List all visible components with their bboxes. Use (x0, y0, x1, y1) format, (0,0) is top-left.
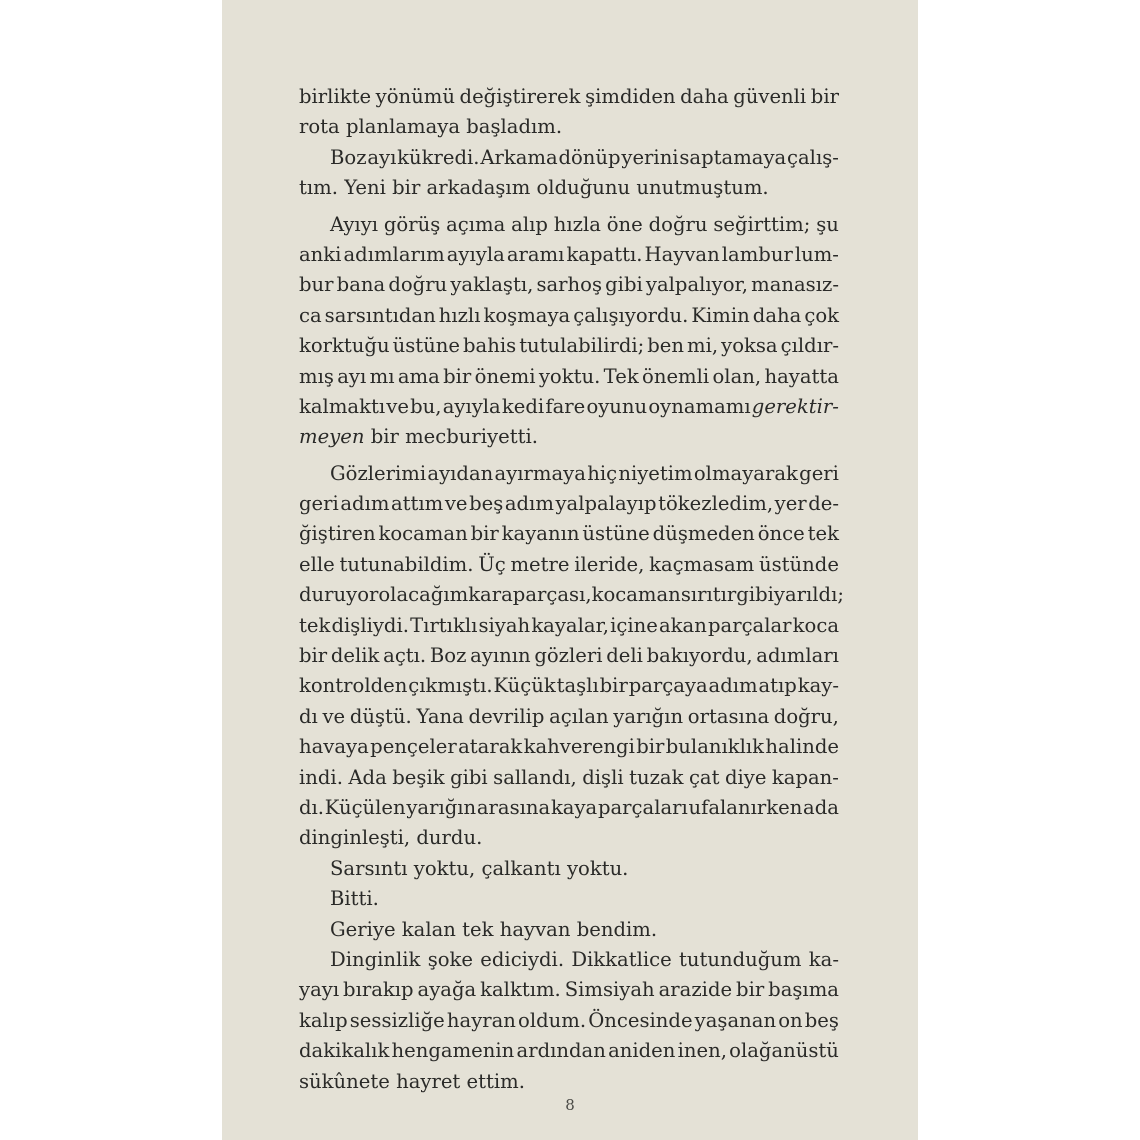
text-line: anki adımlarım ayıyla aramı kapattı. Hayvan lambur lum- (299, 242, 839, 266)
text-line: Gözlerimi ayıdan ayırmaya hiç niyetim olmayarak geri (330, 461, 839, 485)
text-line: yayı bırakıp ayağa kalktım. Simsiyah arazide bir başıma (299, 978, 839, 1002)
text-line: ğiştiren kocaman bir kayanın üstüne düşmeden önce tek (299, 522, 839, 546)
text-line: dakikalık hengamenin ardından aniden inen, olağanüstü (299, 1039, 839, 1063)
text-line: dı ve düştü. Yana devrilip açılan yarığın ortasına doğru, (299, 704, 839, 728)
text-line: sükûnete hayret ettim. (299, 1069, 525, 1093)
text-line: mış ayı mı ama bir önemi yoktu. Tek önemli olan, hayatta (299, 364, 839, 388)
text-line: duruyor olacağım kara parçası, kocaman sırıtır gibi yarıldı; (299, 583, 844, 607)
text-line: Geriye kalan tek hayvan bendim. (330, 917, 658, 941)
text-line: Sarsıntı yoktu, çalkantı yoktu. (330, 856, 629, 880)
text-line: indi. Ada beşik gibi sallandı, dişli tuzak çat diye kapan- (299, 765, 839, 789)
text-line: ca sarsıntıdan hızlı koşmaya çalışıyordu. Kimin daha çok (299, 303, 839, 327)
text-line: bir delik açtı. Boz ayının gözleri deli bakıyordu, adımları (299, 644, 839, 668)
text-line: kontrolden çıkmıştı. Küçük taşlı bir parçaya adım atıp kay- (299, 674, 839, 698)
page-body-text (299, 82, 844, 1097)
text-line: meyen bir mecburiyetti. (299, 425, 538, 449)
text-line: havaya pençeler atarak kahverengi bir bulanıklık halinde (299, 735, 839, 759)
text-line: elle tutunabildim. Üç metre ileride, kaçmasam üstünde (299, 552, 839, 576)
text-line: rota planlamaya başladım. (299, 115, 563, 139)
text-line: birlikte yönümü değiştirerek şimdiden daha güvenli bir (299, 85, 839, 108)
page-number: 8 (565, 1096, 575, 1114)
text-line: kalıp sessizliğe hayran oldum. Öncesinde yaşanan on beş (299, 1008, 839, 1032)
text-line: bur bana doğru yaklaştı, sarhoş gibi yalpalıyor, manasız- (299, 273, 839, 297)
text-line: Boz ayı kükredi. Arkama dönüp yerini saptamaya çalış- (330, 145, 839, 169)
text-line: dı. Küçülen yarığın arasına kaya parçaları ufalanırken ada (299, 795, 839, 819)
text-line: geri adım attım ve beş adım yalpalayıp tökezledim, yer de- (299, 492, 839, 516)
text-line: dinginleşti, durdu. (299, 826, 483, 850)
text-line: kalmaktı ve bu, ayıyla kedi fare oyunu oynamamı gerektir- (299, 394, 839, 418)
text-line: tek dişliydi. Tırtıklı siyah kayalar, içine akan parçalar koca (299, 613, 839, 637)
text-line: tım. Yeni bir arkadaşım olduğunu unutmuştum. (299, 176, 769, 200)
text-line: Bitti. (330, 887, 379, 911)
text-line: korktuğu üstüne bahis tutulabilirdi; ben mi, yoksa çıldır- (299, 334, 839, 358)
text-line: Ayıyı görüş açıma alıp hızla öne doğru seğirttim; şu (330, 212, 839, 236)
text-line: Dinginlik şoke ediciydi. Dikkatlice tutunduğum ka- (330, 947, 839, 971)
book-page (222, 0, 918, 1140)
